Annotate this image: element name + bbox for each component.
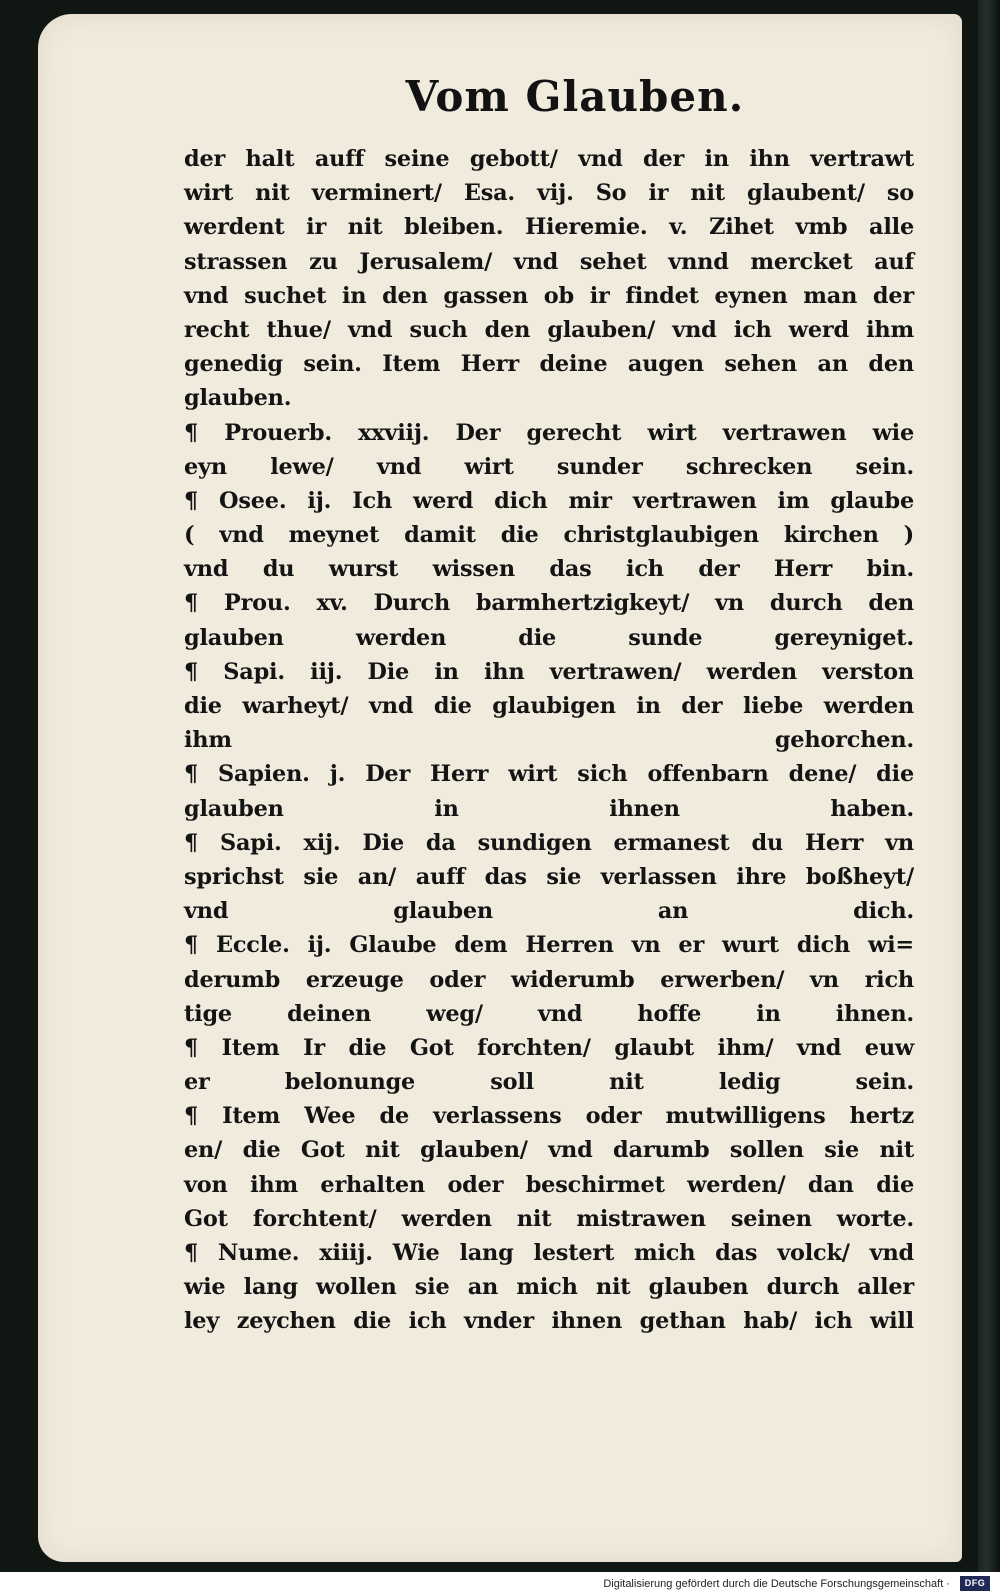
- text-line: eyn lewe/ vnd wirt sunder schrecken sein.: [184, 453, 914, 480]
- text-line: wirt nit verminert/ Esa. vij. So ir nit glaubent/ so: [184, 180, 914, 207]
- text-line: recht thue/ vnd such den glauben/ vnd ich werd ihm: [184, 316, 914, 343]
- book-cover-edge: [978, 0, 1000, 1572]
- text-line: vnd glauben an dich.: [184, 898, 914, 925]
- text-line: ( vnd meynet damit die christglaubigen kirchen ): [184, 522, 914, 549]
- text-line: glauben werden die sunde gereyniget.: [184, 624, 914, 651]
- text-line: tige deinen weg/ vnd hoffe in ihnen.: [184, 1000, 914, 1027]
- text-line: der halt auff seine gebott/ vnd der in ihn vertrawt: [184, 146, 914, 172]
- text-line: ¶ Sapi. xij. Die da sundigen ermanest du Herr vn: [184, 829, 914, 856]
- text-line: ley zeychen die ich vnder ihnen gethan hab/ ich will: [184, 1308, 914, 1335]
- text-line: er belonunge soll nit ledig sein.: [184, 1069, 914, 1096]
- footer-bar: [0, 1572, 1000, 1594]
- text-line: sprichst sie an/ auff das sie verlassen ihre boßheyt/: [184, 863, 914, 890]
- page-content: [38, 14, 962, 1562]
- text-line: ihm gehorchen.: [184, 727, 914, 754]
- text-line: die warheyt/ vnd die glaubigen in der liebe werden: [184, 693, 914, 719]
- text-line: ¶ Item Ir die Got forchten/ glaubt ihm/ vnd euw: [184, 1034, 914, 1061]
- text-line: derumb erzeuge oder widerumb erwerben/ vn rich: [184, 966, 914, 993]
- text-line: ¶ Eccle. ij. Glaube dem Herren vn er wurt dich wi=: [184, 932, 914, 959]
- text-line: ¶ Prou. xv. Durch barmhertzigkeyt/ vn durch den: [184, 590, 914, 617]
- text-line: vnd suchet in den gassen ob ir findet eynen man der: [184, 282, 914, 309]
- text-line: ¶ Nume. xiiij. Wie lang lestert mich das volck/ vnd: [184, 1240, 914, 1266]
- text-line: strassen zu Jerusalem/ vnd sehet vnnd mercket auf: [184, 248, 914, 275]
- text-line: ¶ Sapi. iij. Die in ihn vertrawen/ werden verston: [184, 658, 914, 685]
- text-line: ¶ Prouerb. xxviij. Der gerecht wirt vertrawen wie: [184, 419, 914, 446]
- text-block: [184, 142, 914, 1339]
- text-line: ¶ Item Wee de verlassens oder mutwilligens hertz: [184, 1103, 914, 1130]
- text-line: ¶ Osee. ij. Ich werd dich mir vertrawen im glaube: [184, 487, 914, 514]
- text-line: Got forchtent/ werden nit mistrawen seinen worte.: [184, 1205, 914, 1232]
- text-line: von ihm erhalten oder beschirmet werden/ dan die: [184, 1171, 914, 1198]
- dfg-logo: DFG: [960, 1576, 990, 1591]
- text-line: glauben in ihnen haben.: [184, 795, 914, 822]
- text-line: werdent ir nit bleiben. Hieremie. v. Zihet vmb alle: [184, 214, 914, 241]
- running-head: Vom Glauben.: [405, 72, 745, 121]
- text-line: vnd du wurst wissen das ich der Herr bin.: [184, 556, 914, 583]
- text-line: en/ die Got nit glauben/ vnd darumb sollen sie nit: [184, 1137, 914, 1164]
- dfg-credit: Digitalisierung gefördert durch die Deutsche Forschungsgemeinschaft ·: [603, 1578, 950, 1590]
- book-page: [38, 14, 962, 1562]
- text-line: genedig sein. Item Herr deine augen sehen an den: [184, 351, 914, 378]
- text-line: glauben.: [184, 385, 292, 412]
- text-line: wie lang wollen sie an mich nit glauben durch aller: [184, 1274, 914, 1301]
- text-line: ¶ Sapien. j. Der Herr wirt sich offenbarn dene/ die: [184, 761, 914, 788]
